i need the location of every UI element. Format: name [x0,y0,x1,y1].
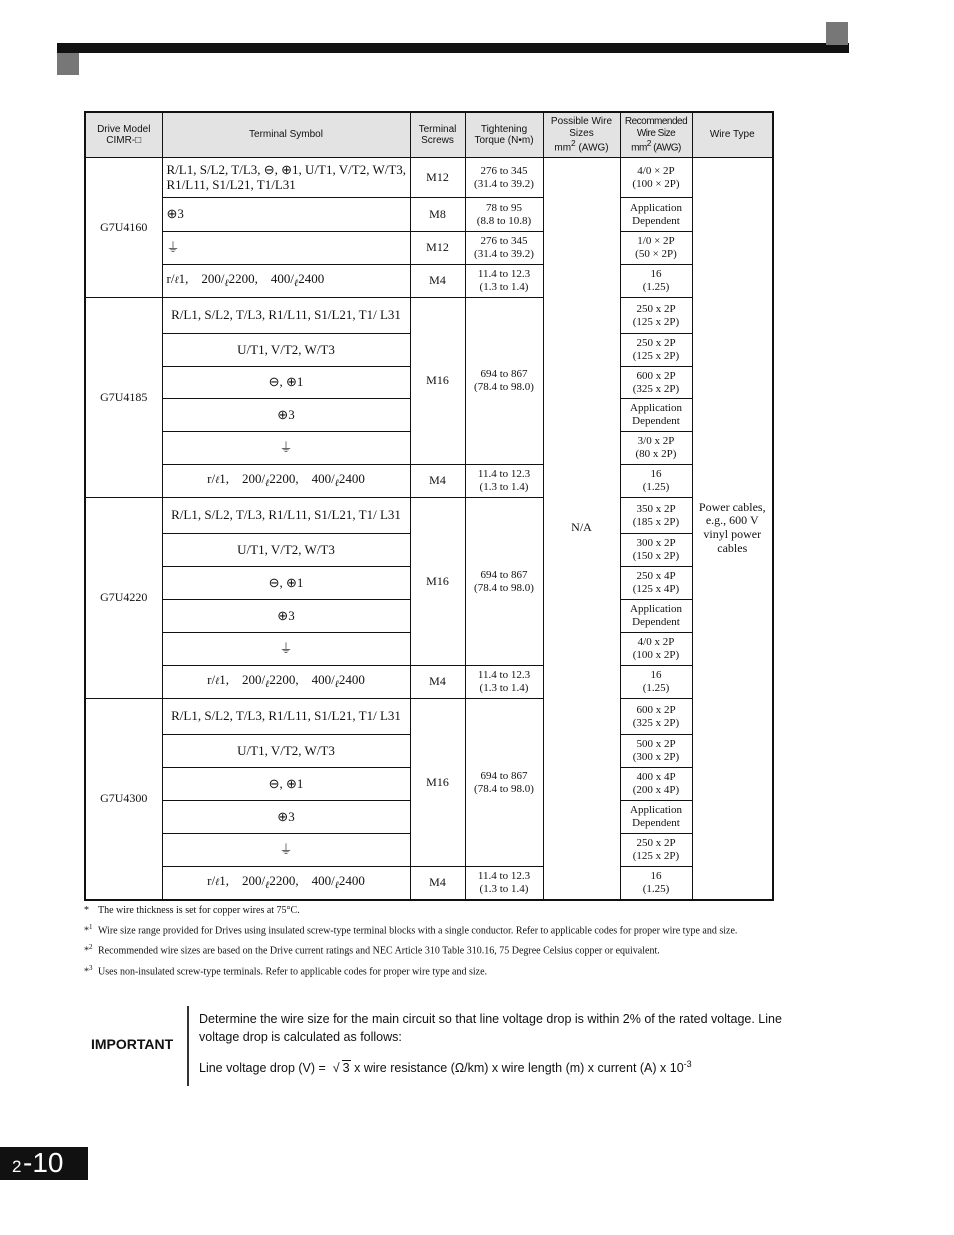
important-text: Determine the wire size for the main circuit so that line voltage drop is within 2% of the rated voltage. Line voltage drop is calculated as follows: [199,1012,782,1044]
screw-cell: M4 [410,867,465,900]
chapter-number: 2 [12,1157,22,1176]
terminal-symbol-cell: ⏚ [162,432,410,465]
model-cell: G7U4185 [85,298,162,498]
terminal-symbol-cell: R/L1, S/L2, T/L3, R1/L11, S1/L21, T1/ L31 [162,699,410,735]
recommended-wire-cell: 16 (1.25) [620,465,692,498]
voltage-drop-formula: Line voltage drop (V) = √ 3 x wire resistance (Ω/km) x wire length (m) x current (A) x $10^{-3}$ [199,1059,692,1076]
model-cell: G7U4220 [85,498,162,699]
col-terminal-symbol: Terminal Symbol [162,112,410,158]
table-row [85,699,773,735]
terminal-symbol-cell: U/T1, V/T2, W/T3 [162,334,410,367]
screw-cell: M12 [410,232,465,265]
table-row [85,498,773,534]
screw-cell: M8 [410,198,465,232]
recommended-wire-cell: 3/0 x 2P (80 x 2P) [620,432,692,465]
recommended-wire-cell: 600 x 2P (325 x 2P) [620,367,692,399]
screw-cell: M12 [410,158,465,198]
torque-cell: 276 to 345 (31.4 to 39.2) [465,158,543,198]
terminal-symbol-cell: U/T1, V/T2, W/T3 [162,534,410,567]
screw-cell: M16 [410,298,465,465]
model-cell: G7U4300 [85,699,162,900]
recommended-wire-cell: 16 (1.25) [620,265,692,298]
header-square-left [57,53,79,75]
table-row [85,867,773,900]
torque-cell: 11.4 to 12.3 (1.3 to 1.4) [465,666,543,699]
page-number [0,1147,88,1180]
important-divider [187,1006,189,1086]
recommended-wire-cell: 1/0 × 2P (50 × 2P) [620,232,692,265]
torque-cell: 694 to 867 (78.4 to 98.0) [465,498,543,666]
table-row [85,265,773,298]
recommended-wire-cell: 4/0 × 2P (100 × 2P) [620,158,692,198]
terminal-symbol-cell: R/L1, S/L2, T/L3, R1/L11, S1/L21, T1/ L31 [162,498,410,534]
terminal-symbol-cell: r/ℓ1, $200/_\ell 2200$, $400/_\ell 2400$ [162,265,410,298]
footnotes [84,903,737,980]
page-number-text: -10 [23,1147,64,1178]
terminal-symbol-cell: ⊖, ⊕1 [162,367,410,399]
torque-cell: 11.4 to 12.3 (1.3 to 1.4) [465,867,543,900]
col-wire-type: Wire Type [692,112,773,158]
recommended-wire-cell: 16 (1.25) [620,666,692,699]
terminal-symbol-cell: r/ℓ1, $200/_\ell 2200$, $400/_\ell 2400$ [162,867,410,900]
terminal-symbol-cell: U/T1, V/T2, W/T3 [162,735,410,768]
screw-cell: M4 [410,666,465,699]
terminal-symbol-cell: ⊖, ⊕1 [162,567,410,600]
recommended-wire-cell: 300 x 2P (150 x 2P) [620,534,692,567]
recommended-wire-cell: Application Dependent [620,600,692,633]
footnote: *$^1$ Wire size range provided for Drives using insulated screw-type terminal blocks with a single conductor. Refer to applicable codes for proper wire type and size. [84,923,738,937]
col-possible-wire-sizes: Possible Wire Sizes $mm^2$ (AWG) [543,112,620,158]
header-square-right [826,22,848,45]
recommended-wire-cell: 250 x 2P (125 x 2P) [620,834,692,867]
torque-cell: 694 to 867 (78.4 to 98.0) [465,699,543,867]
screw-cell: M4 [410,465,465,498]
recommended-wire-cell: Application Dependent [620,198,692,232]
col-terminal-screws: Terminal Screws [410,112,465,158]
terminal-symbol-cell: ⏚ [162,633,410,666]
screw-cell: M4 [410,265,465,298]
table-row [85,198,773,232]
recommended-wire-cell: 400 x 4P (200 x 4P) [620,768,692,801]
terminal-symbol-cell: ⏚ [162,232,410,265]
recommended-wire-cell: 600 x 2P (325 x 2P) [620,699,692,735]
recommended-wire-cell: 4/0 x 2P (100 x 2P) [620,633,692,666]
possible-wire-sizes-cell: N/A [543,158,620,900]
col-recommended-wire-size: Recommended Wire Size $mm^2$ (AWG) [620,112,692,158]
terminal-symbol-cell: R/L1, S/L2, T/L3, R1/L11, S1/L21, T1/ L31 [162,298,410,334]
terminal-symbol-cell: ⊕3 [162,600,410,633]
table-row [85,465,773,498]
table-row [85,232,773,265]
footnote: *$^3$ Uses non-insulated screw-type terminals. Refer to applicable codes for proper wire type and size. [84,963,488,977]
recommended-wire-cell: 250 x 2P (125 x 2P) [620,298,692,334]
screw-cell: M16 [410,699,465,867]
terminal-symbol-cell: r/ℓ1, $200/_\ell 2200$, $400/_\ell 2400$ [162,465,410,498]
recommended-wire-cell: Application Dependent [620,399,692,432]
terminal-symbol-cell: ⏚ [162,834,410,867]
table-row [85,158,773,198]
terminal-symbol-cell: r/ℓ1, $200/_\ell 2200$, $400/_\ell 2400$ [162,666,410,699]
terminal-symbol-cell: ⊕3 [162,399,410,432]
recommended-wire-cell: 16 (1.25) [620,867,692,900]
torque-cell: 78 to 95 (8.8 to 10.8) [465,198,543,232]
wire-size-table [84,111,774,901]
table-row [85,666,773,699]
important-label: IMPORTANT [91,1036,174,1052]
table-row [85,298,773,334]
col-tightening-torque: Tightening Torque (N•m) [465,112,543,158]
recommended-wire-size-label: Recommended Wire Size [624,116,688,139]
terminal-symbol-cell: ⊖, ⊕1 [162,768,410,801]
torque-cell: 694 to 867 (78.4 to 98.0) [465,298,543,465]
terminal-symbol-cell: ⊕3 [162,801,410,834]
terminal-symbol-cell: R/L1, S/L2, T/L3, ⊖, ⊕1, U/T1, V/T2, W/T3, R1/L11, S1/L21, T1/L31 [162,158,410,198]
torque-cell: 11.4 to 12.3 (1.3 to 1.4) [465,265,543,298]
recommended-wire-cell: 250 x 4P (125 x 4P) [620,567,692,600]
recommended-wire-cell: 250 x 2P (125 x 2P) [620,334,692,367]
header-row [85,112,773,158]
header-rule [57,43,849,53]
terminal-symbol-cell: ⊕3 [162,198,410,232]
recommended-wire-cell: 350 x 2P (185 x 2P) [620,498,692,534]
footnote: *$^2$ Recommended wire sizes are based on the Drive current ratings and NEC Article 310 Table 310.16, 75 Degree Celsius copper or equivalent. [84,943,660,957]
possible-wire-sizes-label: Possible Wire Sizes [550,116,613,139]
recommended-wire-cell: 500 x 2P (300 x 2P) [620,735,692,768]
col-drive-model: Drive Model CIMR-□ [85,112,162,158]
torque-cell: 276 to 345 (31.4 to 39.2) [465,232,543,265]
sqrt-symbol: √ [329,1061,340,1076]
screw-cell: M16 [410,498,465,666]
model-cell: G7U4160 [85,158,162,298]
footnote: * The wire thickness is set for copper wires at 75°C. [84,905,300,916]
torque-cell: 11.4 to 12.3 (1.3 to 1.4) [465,465,543,498]
wire-type-cell: Power cables, e.g., 600 V vinyl power cables [692,158,773,900]
recommended-wire-cell: Application Dependent [620,801,692,834]
